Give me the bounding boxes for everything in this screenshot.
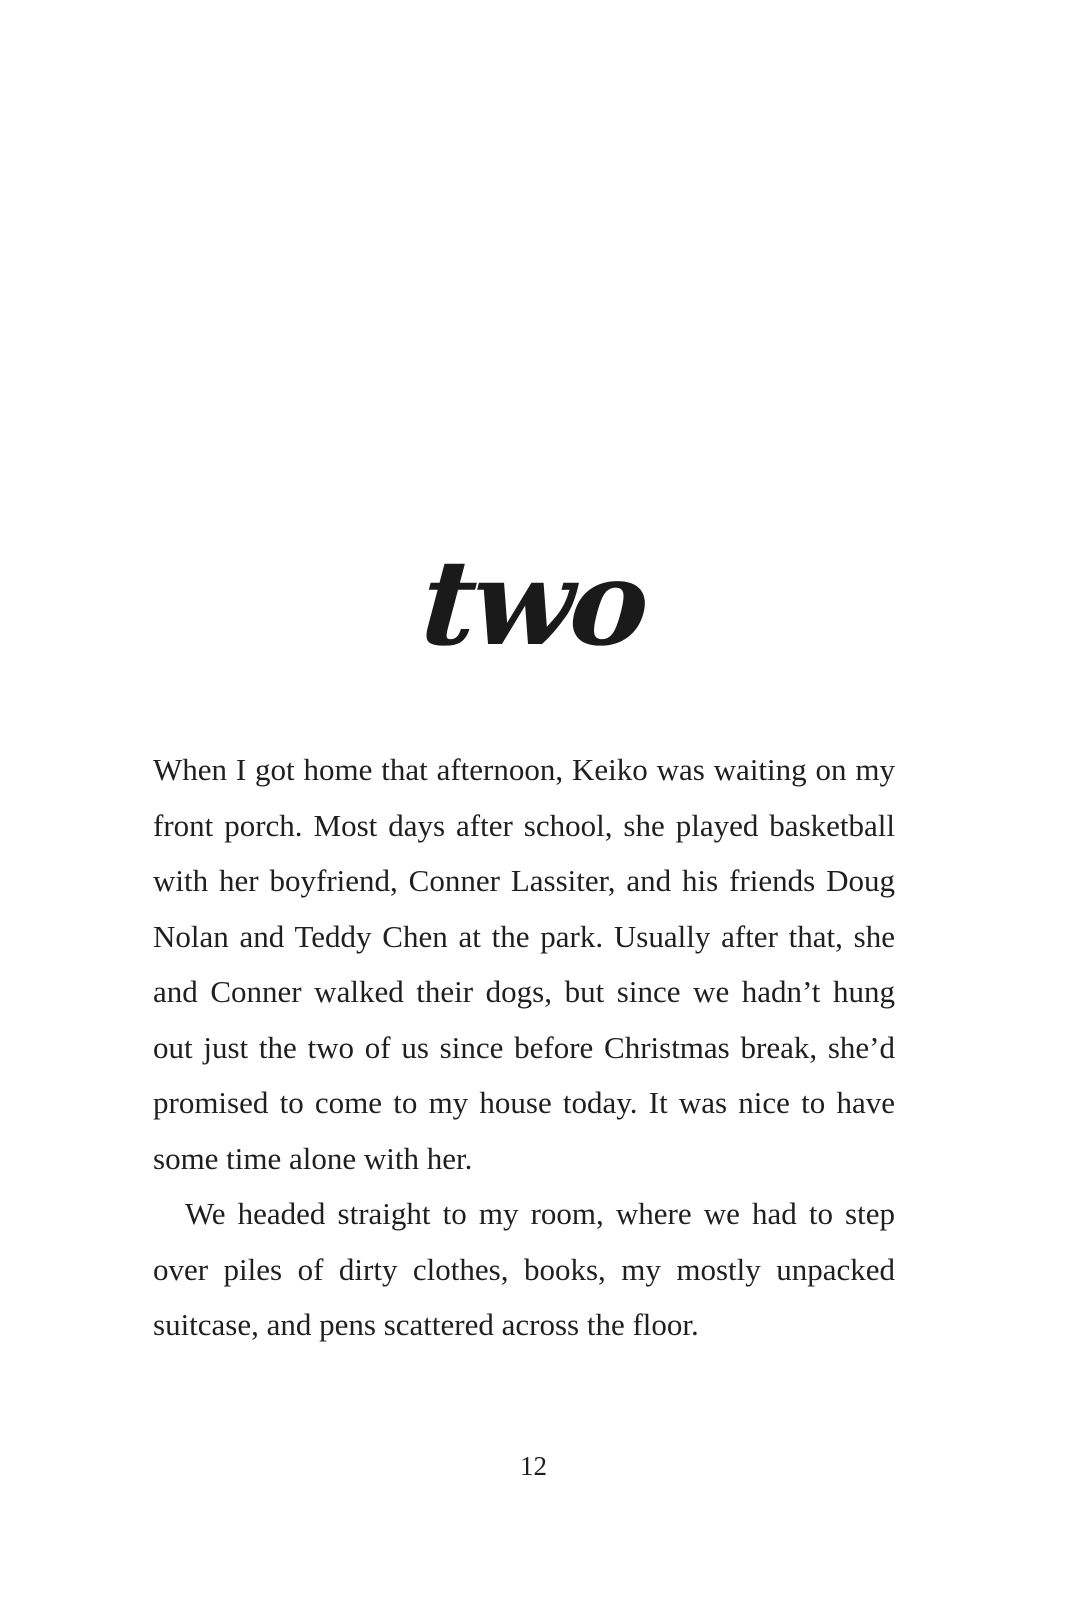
paragraph-1: When I got home that afternoon, Keiko was waiting on my front porch. Most days after school, she played basketball with her boyfriend, Conner Lassiter, and his friends Doug Nolan and Teddy Chen at the park. Usually after that, she and Conner walked their dogs, but since we hadn’t hung out just the two of us since before Christmas break, she’d promised to come to my house today. It was nice to have some time alone with her. [153, 752, 895, 1176]
paragraph-2: We headed straight to my room, where we had to step over piles of dirty clothes, books, my mostly unpacked suitcase, and pens scattered across the floor. [153, 1196, 895, 1342]
chapter-title: two [417, 533, 650, 672]
page-number: 12 [520, 1451, 547, 1481]
body-text [153, 742, 895, 1353]
